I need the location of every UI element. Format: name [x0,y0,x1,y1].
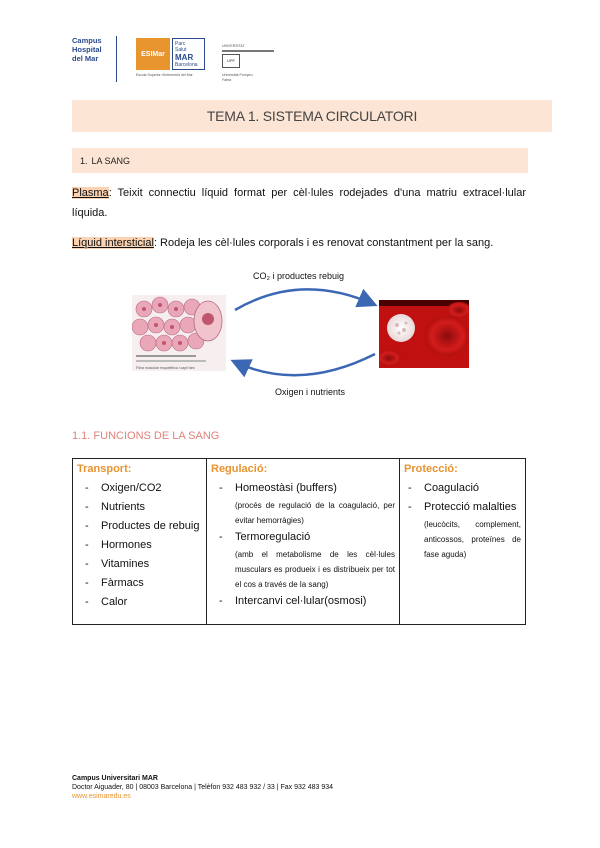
footer [72,774,333,801]
section-label: LA SANG [91,155,131,166]
parc-logo-sub: Barcelona [175,62,198,68]
upf-logo [222,44,278,82]
list-item: - Intercanvi cel·lular(osmosi) [219,595,367,607]
functions-table [72,458,526,625]
list-item: - Termoregulació [219,531,311,543]
tissue-caption: Fibra muscular esquelètica i capil·lars [136,366,195,370]
diagram-bottom-label: Oxigen i nutrients [275,387,346,397]
upf-logo-name: Universitat Pompeu Fabra [222,73,253,82]
proteccio-heading: Protecció: [404,463,458,475]
page-title: TEMA 1. SISTEMA CIRCULATORI [72,100,552,132]
blood-cells-illustration [379,300,469,368]
exchange-arrows [225,282,385,392]
arrow-oxygen [235,354,375,375]
list-item: - Oxigen/CO2 [85,482,162,494]
esimar-logo: ESIMar [136,38,170,70]
liquid-paragraph [72,233,526,253]
transport-column [73,459,207,624]
list-item: - Homeostàsi (buffers) [219,482,337,494]
upf-logo-abbr: UPF [222,54,240,68]
list-item: - Nutrients [85,501,146,513]
regulacio-note: (procés de regulació de la coagulació, per evitar hemorràgies) [235,501,395,525]
regulacio-note: (amb el metabolisme de les cèl·lules musculars es produeix i es distribueix per tot el cos a través de la sang) [235,550,395,589]
list-item: - Calor [85,596,128,608]
section-heading [72,148,528,173]
list-item: - Productes de rebuig [85,520,200,532]
upf-logo-top: UNIVERSITAT [222,44,245,48]
footer-line2: Doctor Aiguader, 80 | 08003 Barcelona | Telèfon 932 483 932 / 33 | Fax 932 483 934 [72,784,334,791]
subsection-title: 1.1. FUNCIONS DE LA SANG [72,430,220,442]
esimar-subtitle: Escola Superior d'Infermeria del Mar [136,73,193,77]
transport-heading: Transport: [77,463,132,475]
liquid-term: Líquid intersticial [72,237,154,249]
parc-salut-mar-logo [172,38,205,70]
proteccio-column [400,459,525,624]
list-item: - Protecció malalties [408,501,517,513]
plasma-definition: : Teixit connectiu líquid format per cèl·lules rodejades d'una matriu extracel·lular líquida. [72,187,526,219]
regulacio-heading: Regulació: [211,463,268,475]
campus-logo-line: del Mar [72,54,99,63]
list-item: - Vitamines [85,558,150,570]
diagram-top-label: CO₂ i productes rebuig [253,271,345,281]
proteccio-note: (leucòcits, complement, anticossos, proteïnes de fase aguda) [424,520,521,559]
plasma-paragraph [72,183,526,223]
list-item: - Fàrmacs [85,577,144,589]
arrow-co2 [235,289,373,310]
campus-logo-line: Campus [72,36,102,45]
liquid-definition: : Rodeja les cèl·lules corporals i es renovat constantment per la sang. [153,237,494,249]
regulacio-column [207,459,400,624]
campus-logo-line: Hospital [72,45,102,54]
campus-hospital-del-mar-logo [72,36,117,82]
tissue-illustration [132,295,226,371]
parc-logo-name: MAR [175,53,194,62]
footer-line1: Campus Universitari MAR [72,775,158,782]
parc-logo-top: Parc [175,41,186,47]
parc-logo-mid: Salut [175,47,187,53]
footer-url[interactable]: www.esimaredu.es [72,793,131,800]
list-item: - Hormones [85,539,152,551]
plasma-term: Plasma [72,187,109,199]
section-number: 1. [80,155,88,166]
list-item: - Coagulació [408,482,480,494]
